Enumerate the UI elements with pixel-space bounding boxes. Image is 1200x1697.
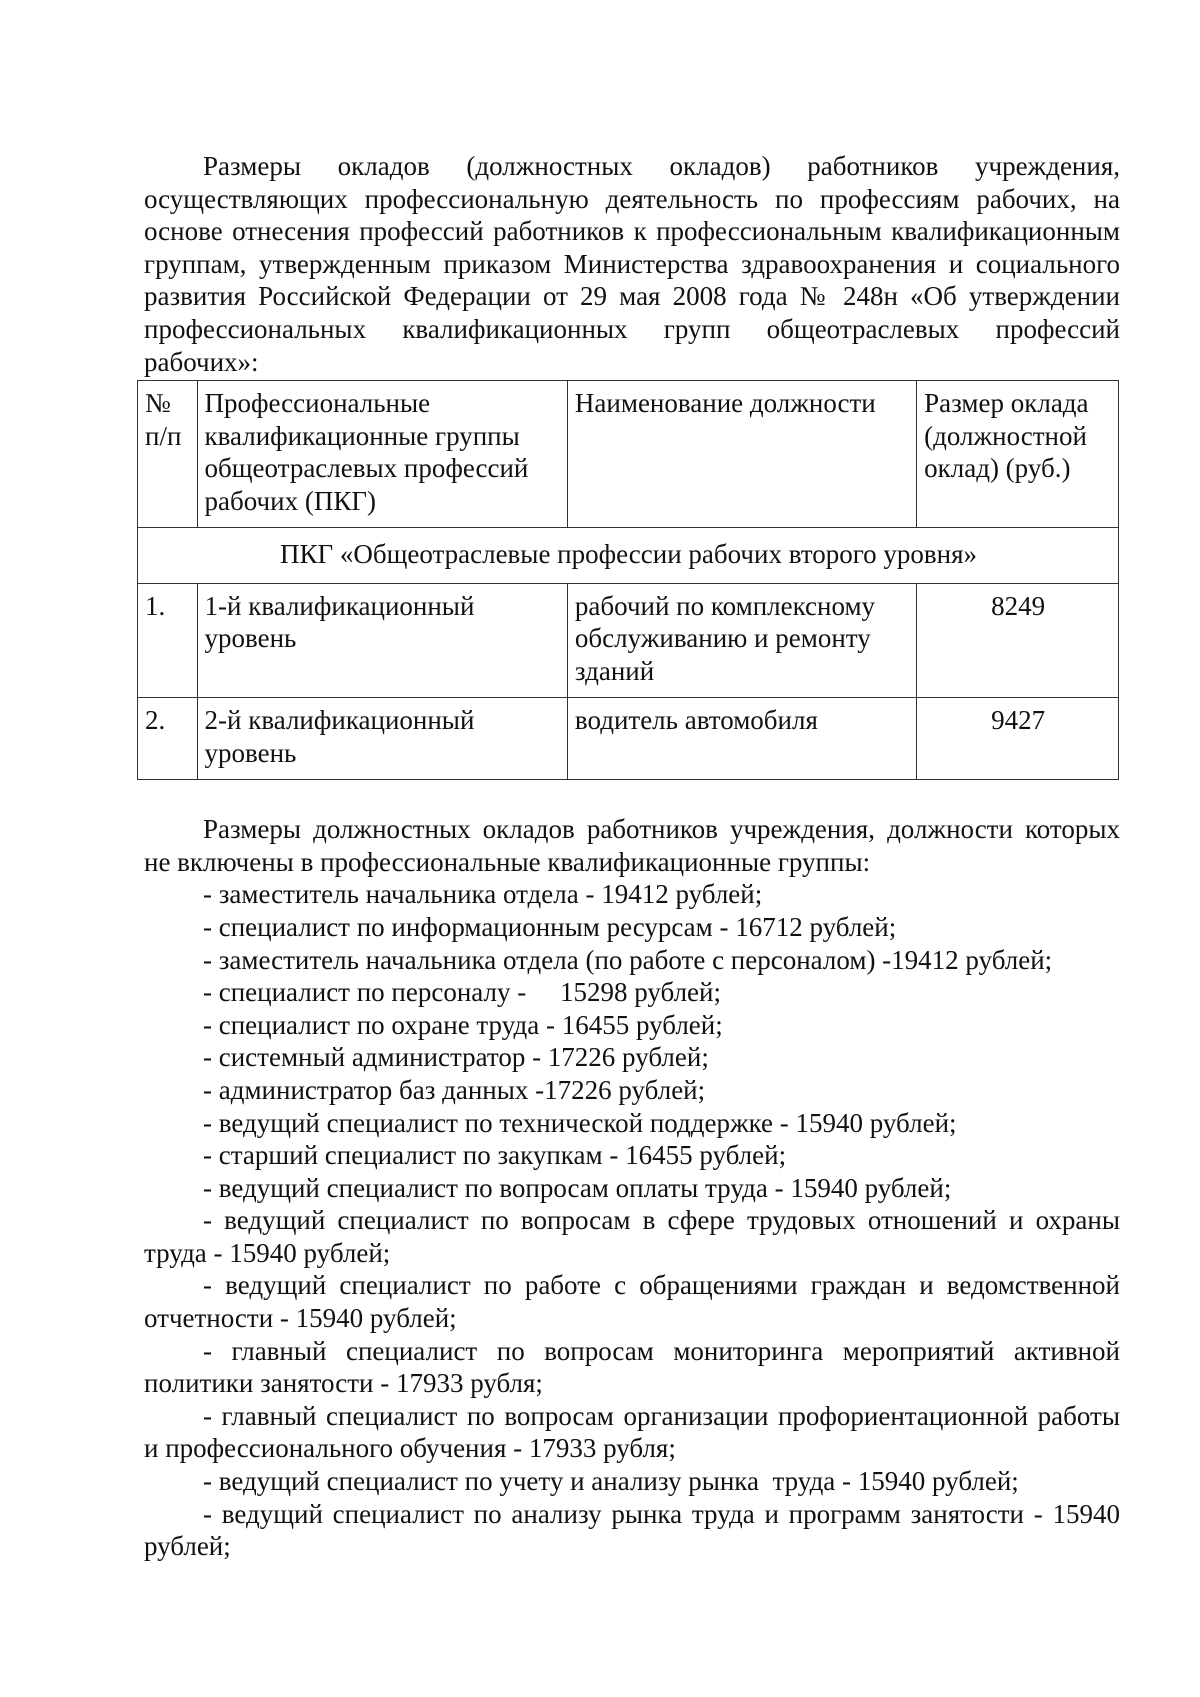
list-item: - заместитель начальника отдела (по работе с персоналом) -19412 рублей; [203,944,1053,975]
header-position: Наименование должности [567,381,916,528]
row-salary: 8249 [917,583,1119,698]
list-item: - ведущий специалист по анализу рынка труда и программ занятости - 15940 рублей; [144,1498,1120,1562]
header-num: № п/п [138,381,198,528]
list-item: - главный специалист по вопросам мониторинга мероприятий активной политики занятости - 17933 рубля; [144,1335,1120,1399]
header-salary: Размер оклада (должностной оклад) (руб.) [917,381,1119,528]
intro-paragraph: Размеры окладов (должностных окладов) работников учреждения, осуществляющих профессиональную деятельность по профессиям рабочих, на основе отнесения профессий работников к профессиональным квалификационным группам, утвержденным приказом Министерства здравоохранения и социального развития Российской Федерации от 29 мая 2008 года № 248н «Об утверждении профессиональных квалификационных групп общеотраслевых профессий рабочих»: [144,151,1120,377]
table-group-row [138,528,1119,584]
list-item: - главный специалист по вопросам организации профориентационной работы и профессионального обучения - 17933 рубля; [144,1400,1120,1464]
row-position: водитель автомобиля [567,698,916,780]
list-item: - специалист по персоналу - 15298 рублей; [203,977,721,1008]
row-num: 2. [138,698,198,780]
row-position: рабочий по комплексному обслуживанию и ремонту зданий [567,583,916,698]
list-item: - ведущий специалист по работе с обращениями граждан и ведомственной отчетности - 15940 рублей; [144,1270,1120,1334]
list-item: - системный администратор - 17226 рублей; [203,1042,709,1073]
spacer [144,780,1120,813]
document-page [144,150,1120,1563]
row-level: 2-й квалификационный уровень [197,698,567,780]
list-item: - ведущий специалист по учету и анализу рынка труда - 15940 рублей; [203,1466,1019,1497]
positions-list [144,878,1120,1562]
header-group: Профессиональные квалификационные группы общеотраслевых профессий рабочих (ПКГ) [197,381,567,528]
group-title: ПКГ «Общеотраслевые профессии рабочих второго уровня» [138,528,1119,584]
salary-table [137,380,1119,780]
row-level: 1-й квалификационный уровень [197,583,567,698]
list-item: - заместитель начальника отдела - 19412 рублей; [203,879,763,910]
table-header-row [138,381,1119,528]
list-item: - старший специалист по закупкам - 16455 рублей; [203,1140,787,1171]
list-item: - ведущий специалист по технической поддержке - 15940 рублей; [203,1107,957,1138]
second-paragraph: Размеры должностных окладов работников учреждения, должности которых не включены в профессиональные квалификационные группы: [144,814,1120,877]
table-row [138,583,1119,698]
list-item: - специалист по информационным ресурсам - 16712 рублей; [203,911,897,942]
row-salary: 9427 [917,698,1119,780]
list-item: - специалист по охране труда - 16455 рублей; [203,1009,723,1040]
list-item: - администратор баз данных -17226 рублей; [203,1074,706,1105]
row-num: 1. [138,583,198,698]
table-row [138,698,1119,780]
list-item: - ведущий специалист по вопросам в сфере трудовых отношений и охраны труда - 15940 рублей; [144,1205,1120,1268]
list-item: - ведущий специалист по вопросам оплаты труда - 15940 рублей; [203,1172,952,1203]
